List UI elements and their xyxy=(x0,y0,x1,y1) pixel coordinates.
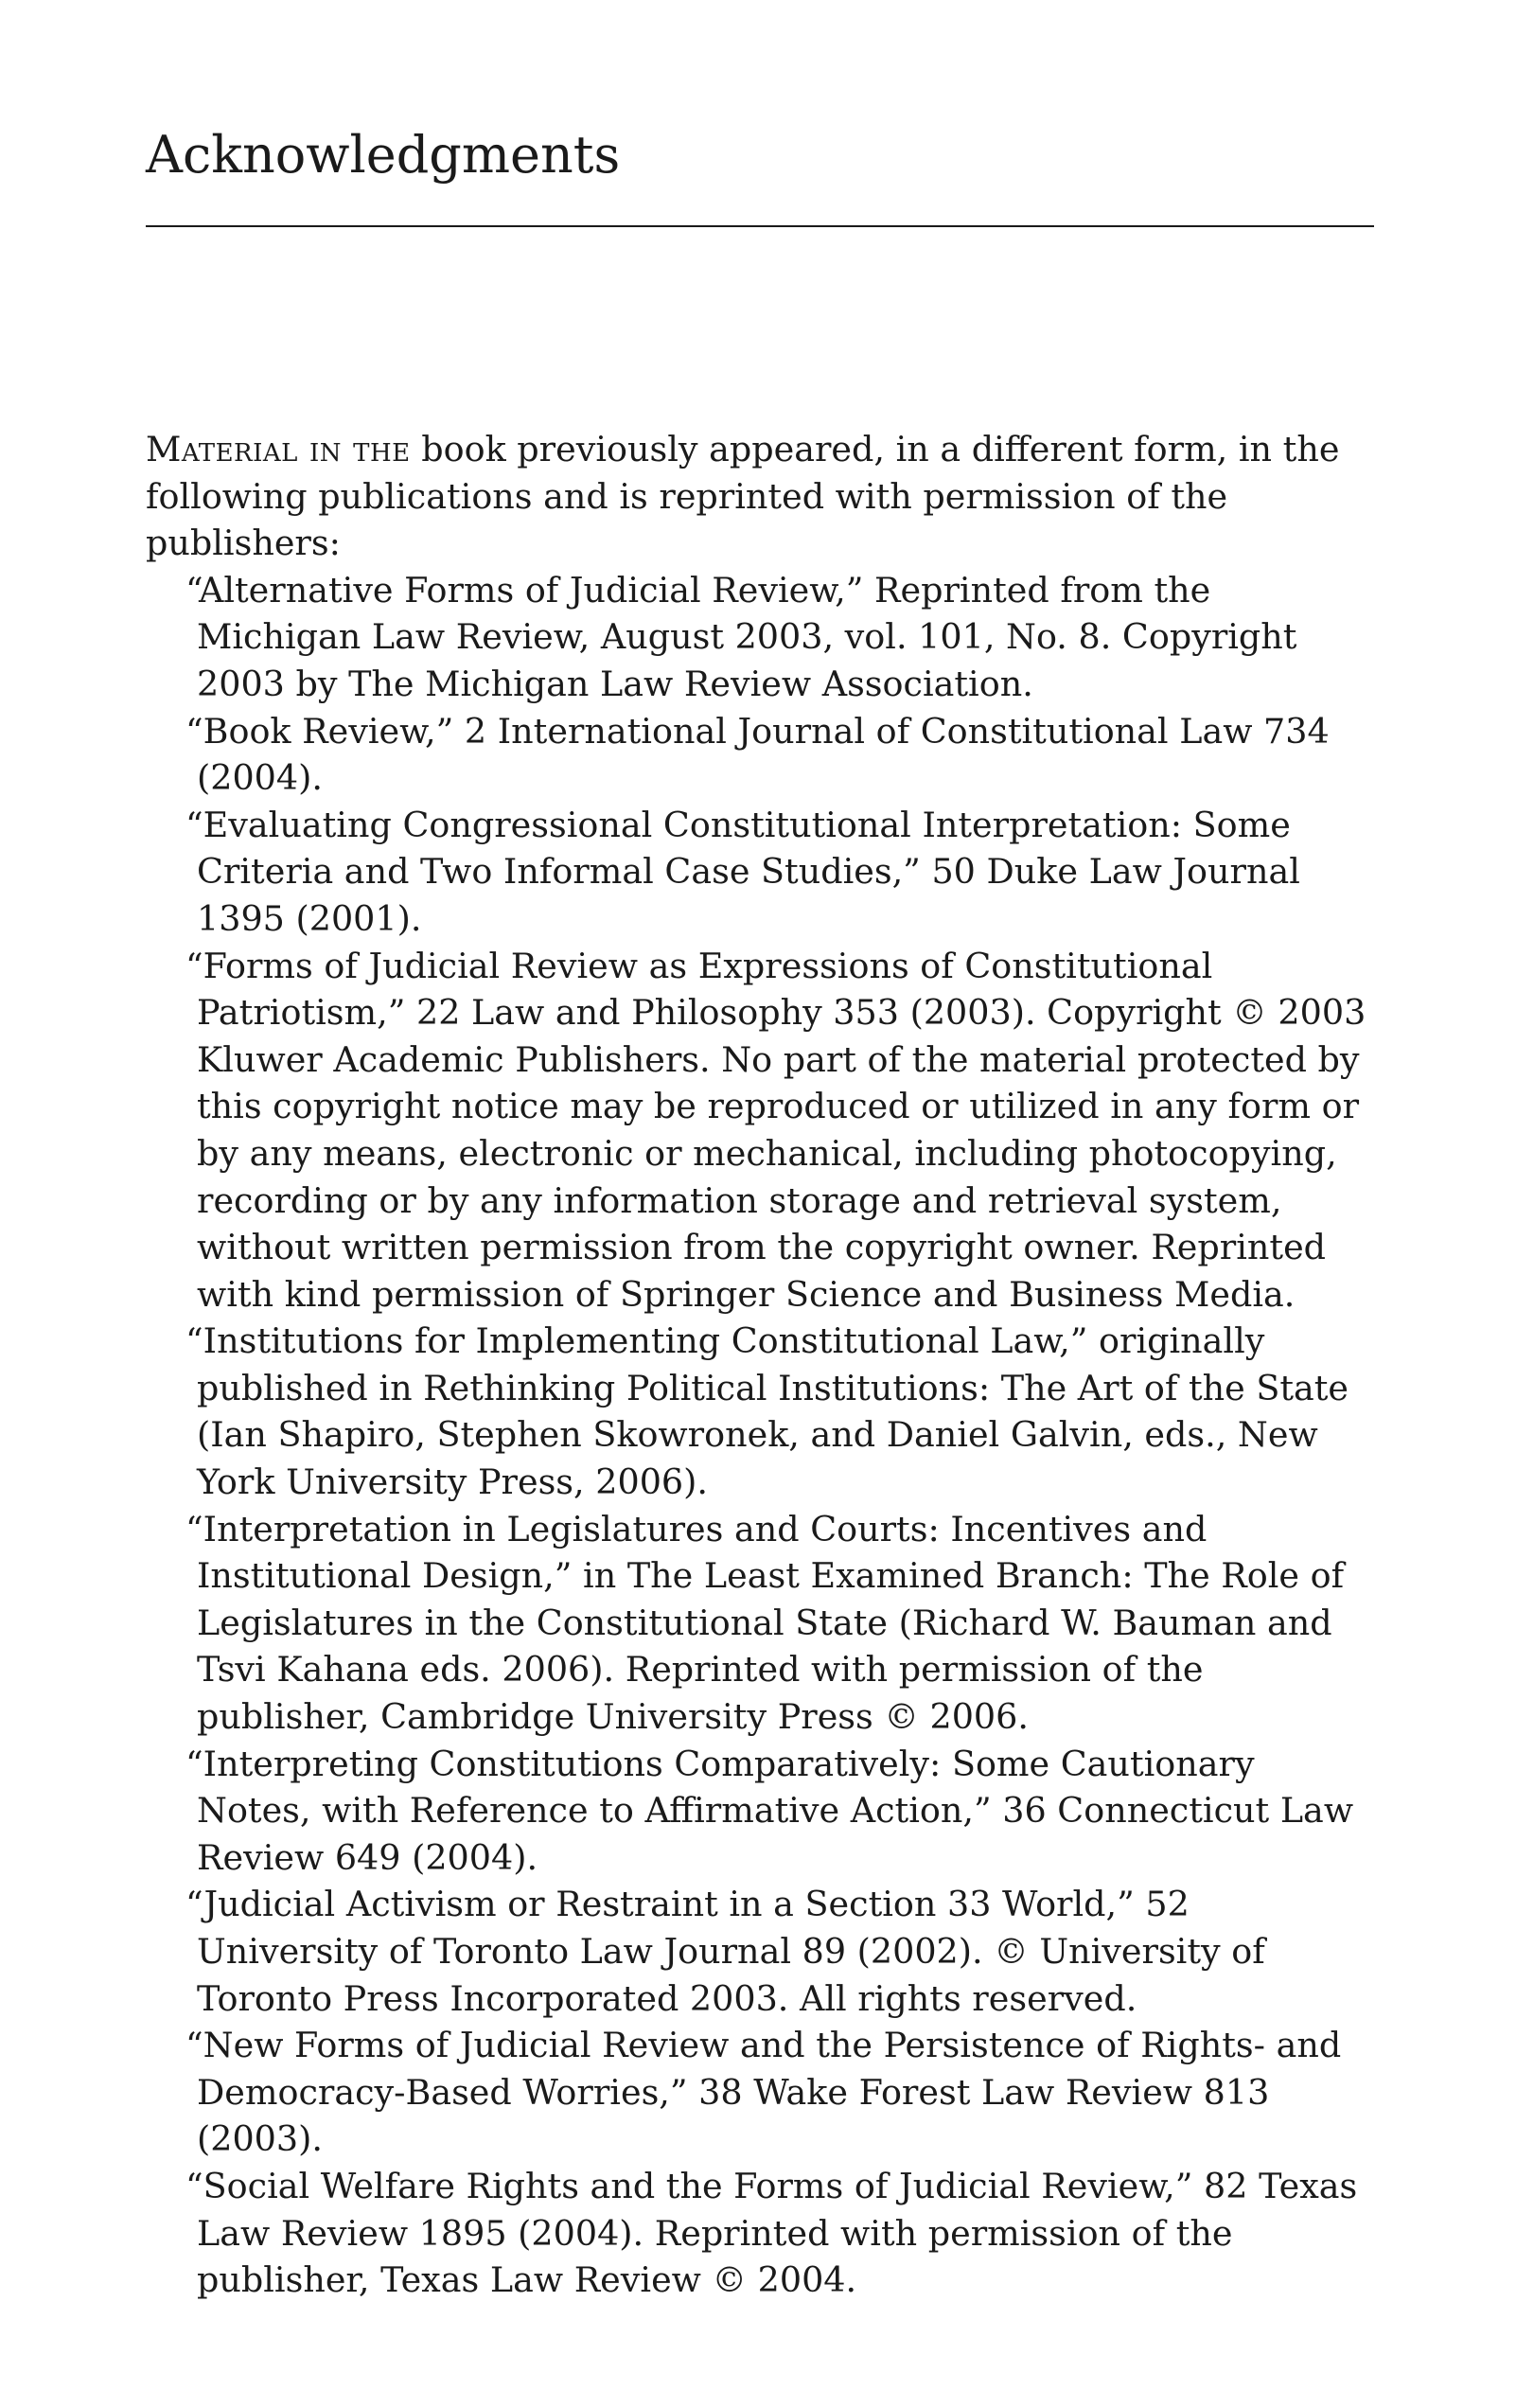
publication-entry: “New Forms of Judicial Review and the Persistence of Rights- and Democracy-Based Worries,” 38 Wake Forest Law Review 813 (2003). xyxy=(185,2025,1342,2160)
publication-entry: “Alternative Forms of Judicial Review,” Reprinted from the Michigan Law Review, August 2003, vol. 101, No. 8. Copyright 2003 by The Michigan Law Review Association. xyxy=(185,569,1297,704)
publication-entry: “Judicial Activism or Restraint in a Section 33 World,” 52 University of Toronto Law Journal 89 (2002). © University of Toronto Press Incorporated 2003. All rights reserved. xyxy=(185,1884,1265,2019)
publication-entry: “Evaluating Congressional Constitutional Interpretation: Some Criteria and Two Informal Case Studies,” 50 Duke Law Journal 1395 (2001). xyxy=(185,804,1300,939)
intro-lead-smallcaps: Material in the xyxy=(146,429,411,469)
page-heading: Acknowledgments xyxy=(146,125,621,185)
publication-entry: “Book Review,” 2 International Journal of Constitutional Law 734 (2004). xyxy=(185,710,1330,799)
publication-entry: “Social Welfare Rights and the Forms of Judicial Review,” 82 Texas Law Review 1895 (2004). Reprinted with permission of the publisher, Texas Law Review © 2004. xyxy=(185,2165,1358,2301)
intro-text: book previously appeared, in a different form, in the following publications and is reprinted with permission of the publishers: xyxy=(146,429,1340,564)
acknowledgments-body xyxy=(146,426,1374,2304)
publication-entry: “Interpretation in Legislatures and Courts: Incentives and Institutional Design,” in The Least Examined Branch: The Role of Legislatures in the Constitutional State (Richard W. Bauman and Tsvi Kahana eds. 2006). Reprinted with permission of the publisher, Cambridge University Press © 2006. xyxy=(185,1508,1345,1738)
publication-list xyxy=(146,567,1374,2304)
publication-entry: “Interpreting Constitutions Comparatively: Some Cautionary Notes, with Reference to Affirmative Action,” 36 Connecticut Law Review 649 (2004). xyxy=(185,1743,1354,1878)
publication-entry: “Institutions for Implementing Constitutional Law,” originally published in Rethinking Political Institutions: The Art of the State (Ian Shapiro, Stephen Skowronek, and Daniel Galvin, eds., New York University Press, 2006). xyxy=(185,1320,1349,1503)
intro-paragraph xyxy=(146,426,1374,567)
heading-rule xyxy=(146,225,1374,227)
publication-entry: “Forms of Judicial Review as Expressions of Constitutional Patriotism,” 22 Law and Philosophy 353 (2003). Copyright © 2003 Kluwer Academic Publishers. No part of the material protected by this copyright notice may be reproduced or utilized in any form or by any means, electronic or mechanical, including photocopying, recording or by any information storage and retrieval system, without written permission from the copyright owner. Reprinted with kind permission of Springer Science and Business Media. xyxy=(185,945,1366,1315)
